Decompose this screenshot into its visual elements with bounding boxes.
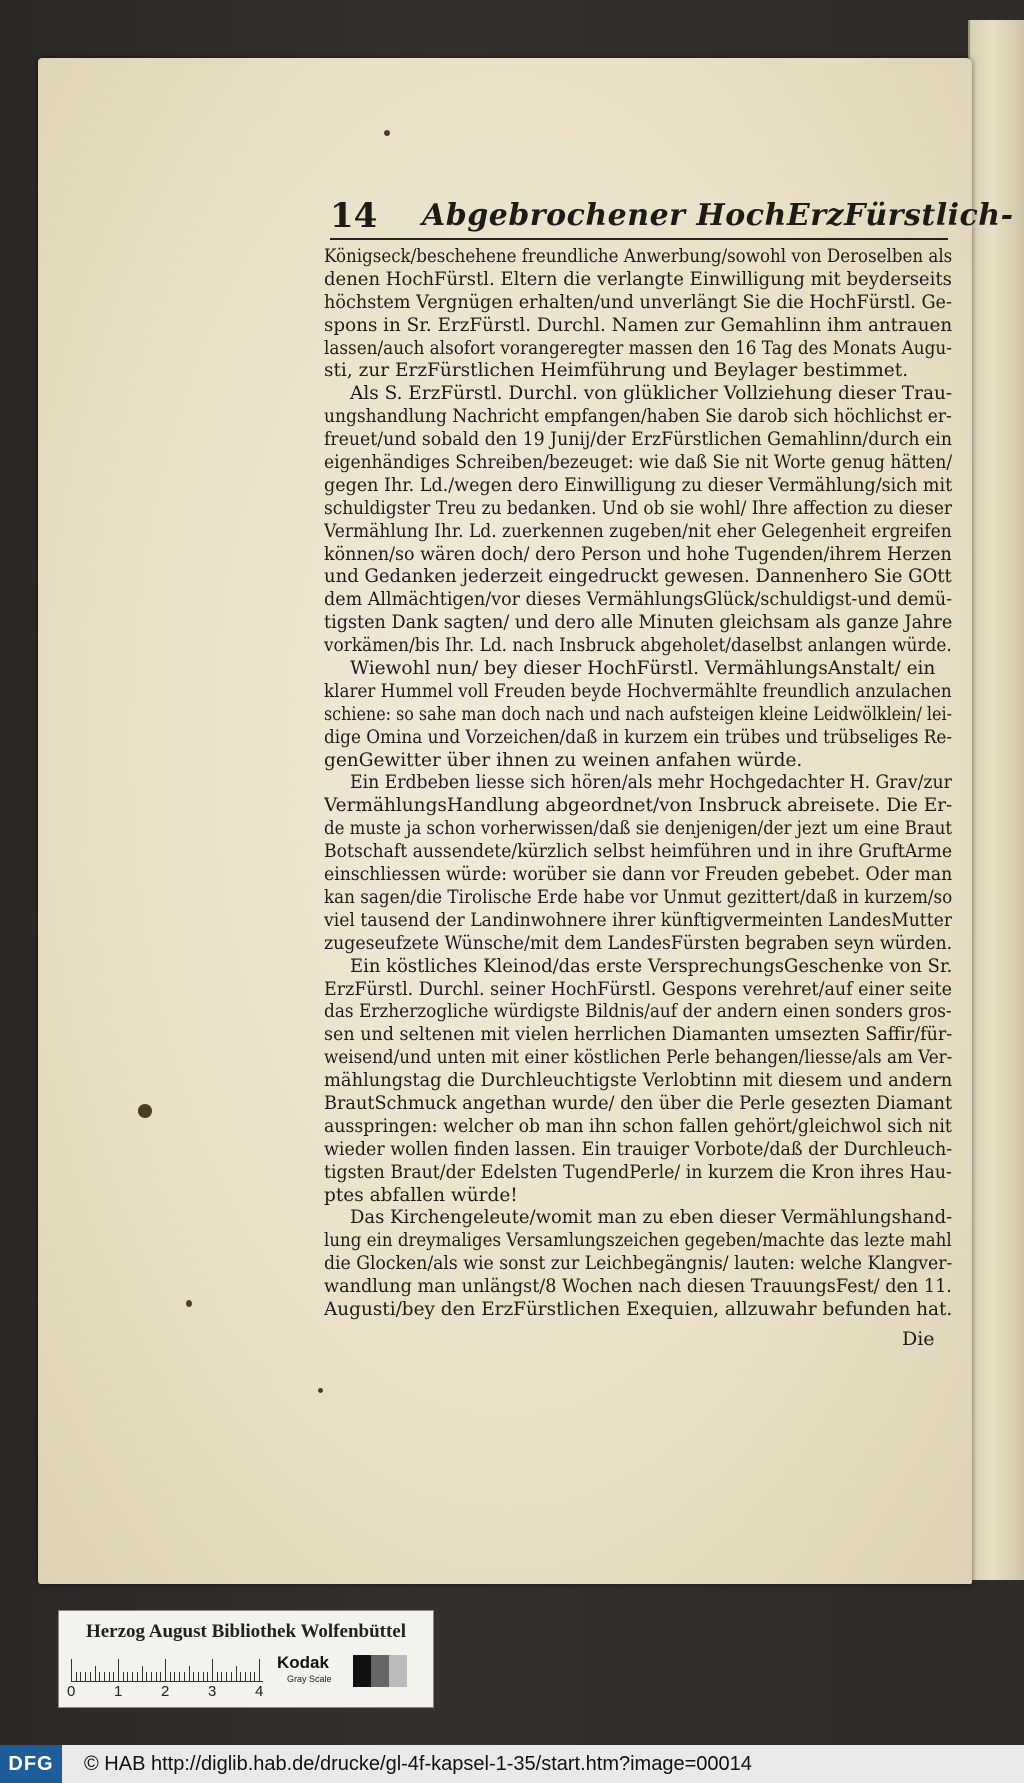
ink-spot [138, 1104, 152, 1118]
text-line: klarer Hummel voll Freuden beyde Hochvermählte freundlich anzulachen [324, 680, 952, 702]
copyright-url[interactable]: © HAB http://diglib.hab.de/drucke/gl-4f-kapsel-1-35/start.htm?image=00014 [84, 1753, 752, 1775]
text-line: tigsten Braut/der Edelsten TugendPerle/ in kurzem die Kron ihres Hau- [324, 1161, 952, 1183]
ruler-tick [250, 1672, 251, 1681]
text-line: Als S. ErzFürstl. Durchl. von glüklicher Vollziehung dieser Trau- [350, 383, 952, 405]
ruler-tick [231, 1672, 232, 1681]
ruler-tick [71, 1659, 72, 1681]
kodak-label: Kodak [277, 1653, 329, 1672]
text-line: ptes abfallen würde! [324, 1184, 518, 1206]
kodak-gray-scale [271, 1651, 421, 1691]
gray-swatch-light [389, 1655, 407, 1687]
library-color-strip [58, 1610, 434, 1708]
ruler-tick [212, 1659, 213, 1681]
text-line: genGewitter über ihnen zu weinen anfahen würde. [324, 749, 803, 771]
ruler-tick [156, 1672, 157, 1681]
text-line: Königseck/beschehene freundliche Anwerbung/sowohl von Deroselben als [324, 246, 952, 267]
ruler-tick [123, 1672, 124, 1681]
text-line: wandlung man unlängst/8 Wochen nach diesen TrauungsFest/ den 11. [324, 1276, 952, 1298]
text-line: VermählungsHandlung abgeordnet/von Insbruck abreisete. Die Er- [324, 795, 952, 817]
dfg-logo: DFG [0, 1745, 62, 1783]
ruler-tick [85, 1672, 86, 1681]
library-name: Herzog August Bibliothek Wolfenbüttel [85, 1621, 407, 1642]
ruler-tick [80, 1672, 81, 1681]
text-line: das Erzherzogliche würdigste Bildnis/auf der andern einen sonders gros- [324, 1001, 952, 1023]
ruler-tick [170, 1672, 171, 1681]
gray-swatch-dark [371, 1655, 389, 1687]
text-line: Ein köstliches Kleinod/das erste VersprechungsGeschenke von Sr. [350, 955, 952, 977]
text-line: viel tausend der Landinwohnere ihrer künftigvermeinten LandesMutter [324, 909, 952, 931]
ruler-tick [90, 1672, 91, 1681]
body-text [324, 246, 952, 1322]
ruler-number: 0 [67, 1683, 76, 1700]
text-line: ungshandlung Nachricht empfangen/haben Sie darob sich höchlichst er- [324, 406, 952, 428]
ruler-number: 1 [114, 1683, 123, 1700]
text-line: wieder wollen finden lassen. Ein trauiger Vorbote/daß der Durchleuch- [324, 1138, 952, 1160]
text-line: Vermählung Ihr. Ld. zuerkennen zugeben/nit eher Gelegenheit ergreifen [324, 520, 952, 542]
scale-ruler [71, 1655, 263, 1682]
text-line: mählungstag die Durchleuchtigste Verlobtinn mit diesem und andern [324, 1070, 952, 1092]
text-line: und Gedanken jederzeit eingedruckt gewesen. Dannenhero Sie GOtt [324, 566, 952, 588]
text-line: schuldigster Treu zu bedanken. Und ob sie wohl/ Ihre affection zu dieser [324, 497, 952, 519]
text-line: können/so wären doch/ dero Person und hohe Tugenden/ihrem Herzen [324, 543, 952, 565]
ruler-tick [240, 1672, 241, 1681]
text-line: BrautSchmuck angethan wurde/ den über die Perle gesezten Diamant [324, 1092, 952, 1114]
header-rule [330, 238, 948, 240]
ruler-tick [203, 1672, 204, 1681]
catchword: Die [902, 1328, 935, 1350]
text-line: einschliessen würde: worüber sie dann vor Freuden gebebet. Oder man [324, 864, 952, 886]
ruler-tick [151, 1672, 152, 1681]
text-line: sti, zur ErzFürstlichen Heimführung und Beylager bestimmet. [324, 360, 909, 382]
ruler-tick [174, 1672, 175, 1681]
text-line: de muste ja schon vorherwissen/daß sie denjenigen/der jezt um eine Braut [324, 818, 952, 840]
ruler-tick [76, 1672, 77, 1681]
text-line: Ein Erdbeben liesse sich hören/als mehr Hochgedachter H. Grav/zur [350, 772, 952, 794]
text-line: eigenhändiges Schreiben/bezeuget: wie daß Sie nit Worte genug hätten/ [324, 452, 952, 474]
ruler-tick [217, 1672, 218, 1681]
ink-spot [384, 130, 390, 136]
gray-scale-label: Gray Scale [287, 1674, 332, 1684]
ruler-tick [198, 1672, 199, 1681]
text-line: tigsten Dank sagten/ und dero alle Minuten gleichsam als ganze Jahre [324, 612, 952, 634]
text-line: kan sagen/die Tirolische Erde habe vor Unmut gezittert/daß in kurzem/so [324, 886, 952, 908]
ruler-tick [245, 1672, 246, 1681]
ruler-number: 3 [208, 1683, 217, 1700]
page-number: 14 [330, 196, 378, 236]
text-line: ErzFürstl. Durchl. seiner HochFürstl. Gespons verehret/auf einer seite [324, 978, 952, 1000]
ruler-tick [127, 1672, 128, 1681]
ruler-tick [104, 1672, 105, 1681]
ruler-tick [254, 1672, 255, 1681]
text-line: dige Omina und Vorzeichen/daß in kurzem ein trübes und trübseliges Re- [324, 726, 952, 748]
text-line: lung ein dreymaliges Versamlungszeichen gegeben/machte das lezte mahl [324, 1230, 952, 1252]
ruler-tick [193, 1672, 194, 1681]
ruler-tick [142, 1666, 143, 1681]
gray-swatch-black [353, 1655, 371, 1687]
ruler-tick [207, 1672, 208, 1681]
text-line: zugeseufzete Wünsche/mit dem LandesFürsten begraben seyn würden. [324, 932, 952, 954]
ruler-tick [99, 1672, 100, 1681]
text-line: weisend/und unten mit einer köstlichen Perle behangen/liesse/als am Ver- [324, 1047, 952, 1069]
ruler-tick [259, 1659, 260, 1681]
text-line: sen und seltenen mit vielen herrlichen Diamanten umsezten Saffir/für- [324, 1024, 952, 1046]
ruler-tick [189, 1666, 190, 1681]
ruler-tick [165, 1659, 166, 1681]
text-line: vorkämen/bis Ihr. Ld. nach Insbruck abgeholet/daselbst anlangen würde. [324, 635, 952, 657]
text-line: Botschaft aussendete/kürzlich selbst heimführen und in ihre GruftArme [324, 841, 952, 863]
ruler-tick [179, 1672, 180, 1681]
text-line: denen HochFürstl. Eltern die verlangte Einwilligung mit beyderseits [324, 268, 952, 290]
ruler-tick [109, 1672, 110, 1681]
ruler-tick [132, 1672, 133, 1681]
ruler-tick [236, 1666, 237, 1681]
ink-spot [318, 1388, 323, 1393]
ruler-tick [137, 1672, 138, 1681]
text-line: höchstem Vergnügen erhalten/und unverlängt Sie die HochFürstl. Ge- [324, 291, 952, 313]
text-line: Das Kirchengeleute/womit man zu eben dieser Vermählungshand- [350, 1207, 952, 1229]
footer-bar [0, 1745, 1024, 1783]
text-line: ausspringen: welcher ob man ihn schon fallen gehört/gleichwol sich nit [324, 1115, 952, 1137]
page-header [330, 196, 1014, 240]
text-line: dem Allmächtigen/vor dieses VermählungsGlück/schuldigst-und demü- [324, 589, 952, 611]
text-line: freuet/und sobald den 19 Junij/der ErzFürstlichen Gemahlinn/durch ein [324, 429, 952, 451]
text-line: schiene: so sahe man doch nach und nach aufsteigen kleine Leidwölklein/ lei- [324, 703, 952, 725]
running-head: Abgebrochener HochErzFürstlich- [422, 198, 1014, 233]
ruler-tick [146, 1672, 147, 1681]
ruler-tick [184, 1672, 185, 1681]
ruler-number: 4 [255, 1683, 264, 1700]
text-line: Wiewohl nun/ bey dieser HochFürstl. VermählungsAnstalt/ ein [350, 658, 936, 680]
ruler-number: 2 [161, 1683, 170, 1700]
ruler-tick [160, 1672, 161, 1681]
ruler-tick [113, 1672, 114, 1681]
text-line: Augusti/bey den ErzFürstlichen Exequien, allzuwahr befunden hat. [324, 1298, 952, 1320]
text-line: die Glocken/als wie sonst zur Leichbegängnis/ lauten: welche Klangver- [324, 1253, 952, 1275]
text-line: spons in Sr. ErzFürstl. Durchl. Namen zur Gemahlinn ihm antrauen [324, 314, 952, 336]
ink-spot [186, 1300, 192, 1307]
ruler-tick [221, 1672, 222, 1681]
ruler-tick [118, 1659, 119, 1681]
text-line: gegen Ihr. Ld./wegen dero Einwilligung zu dieser Vermählung/sich mit [324, 474, 952, 496]
next-page-edge [968, 20, 1024, 1580]
ruler-tick [226, 1672, 227, 1681]
text-line: lassen/auch alsofort vorangeregter massen den 16 Tag des Monats Augu- [324, 337, 952, 359]
ruler-tick [95, 1666, 96, 1681]
